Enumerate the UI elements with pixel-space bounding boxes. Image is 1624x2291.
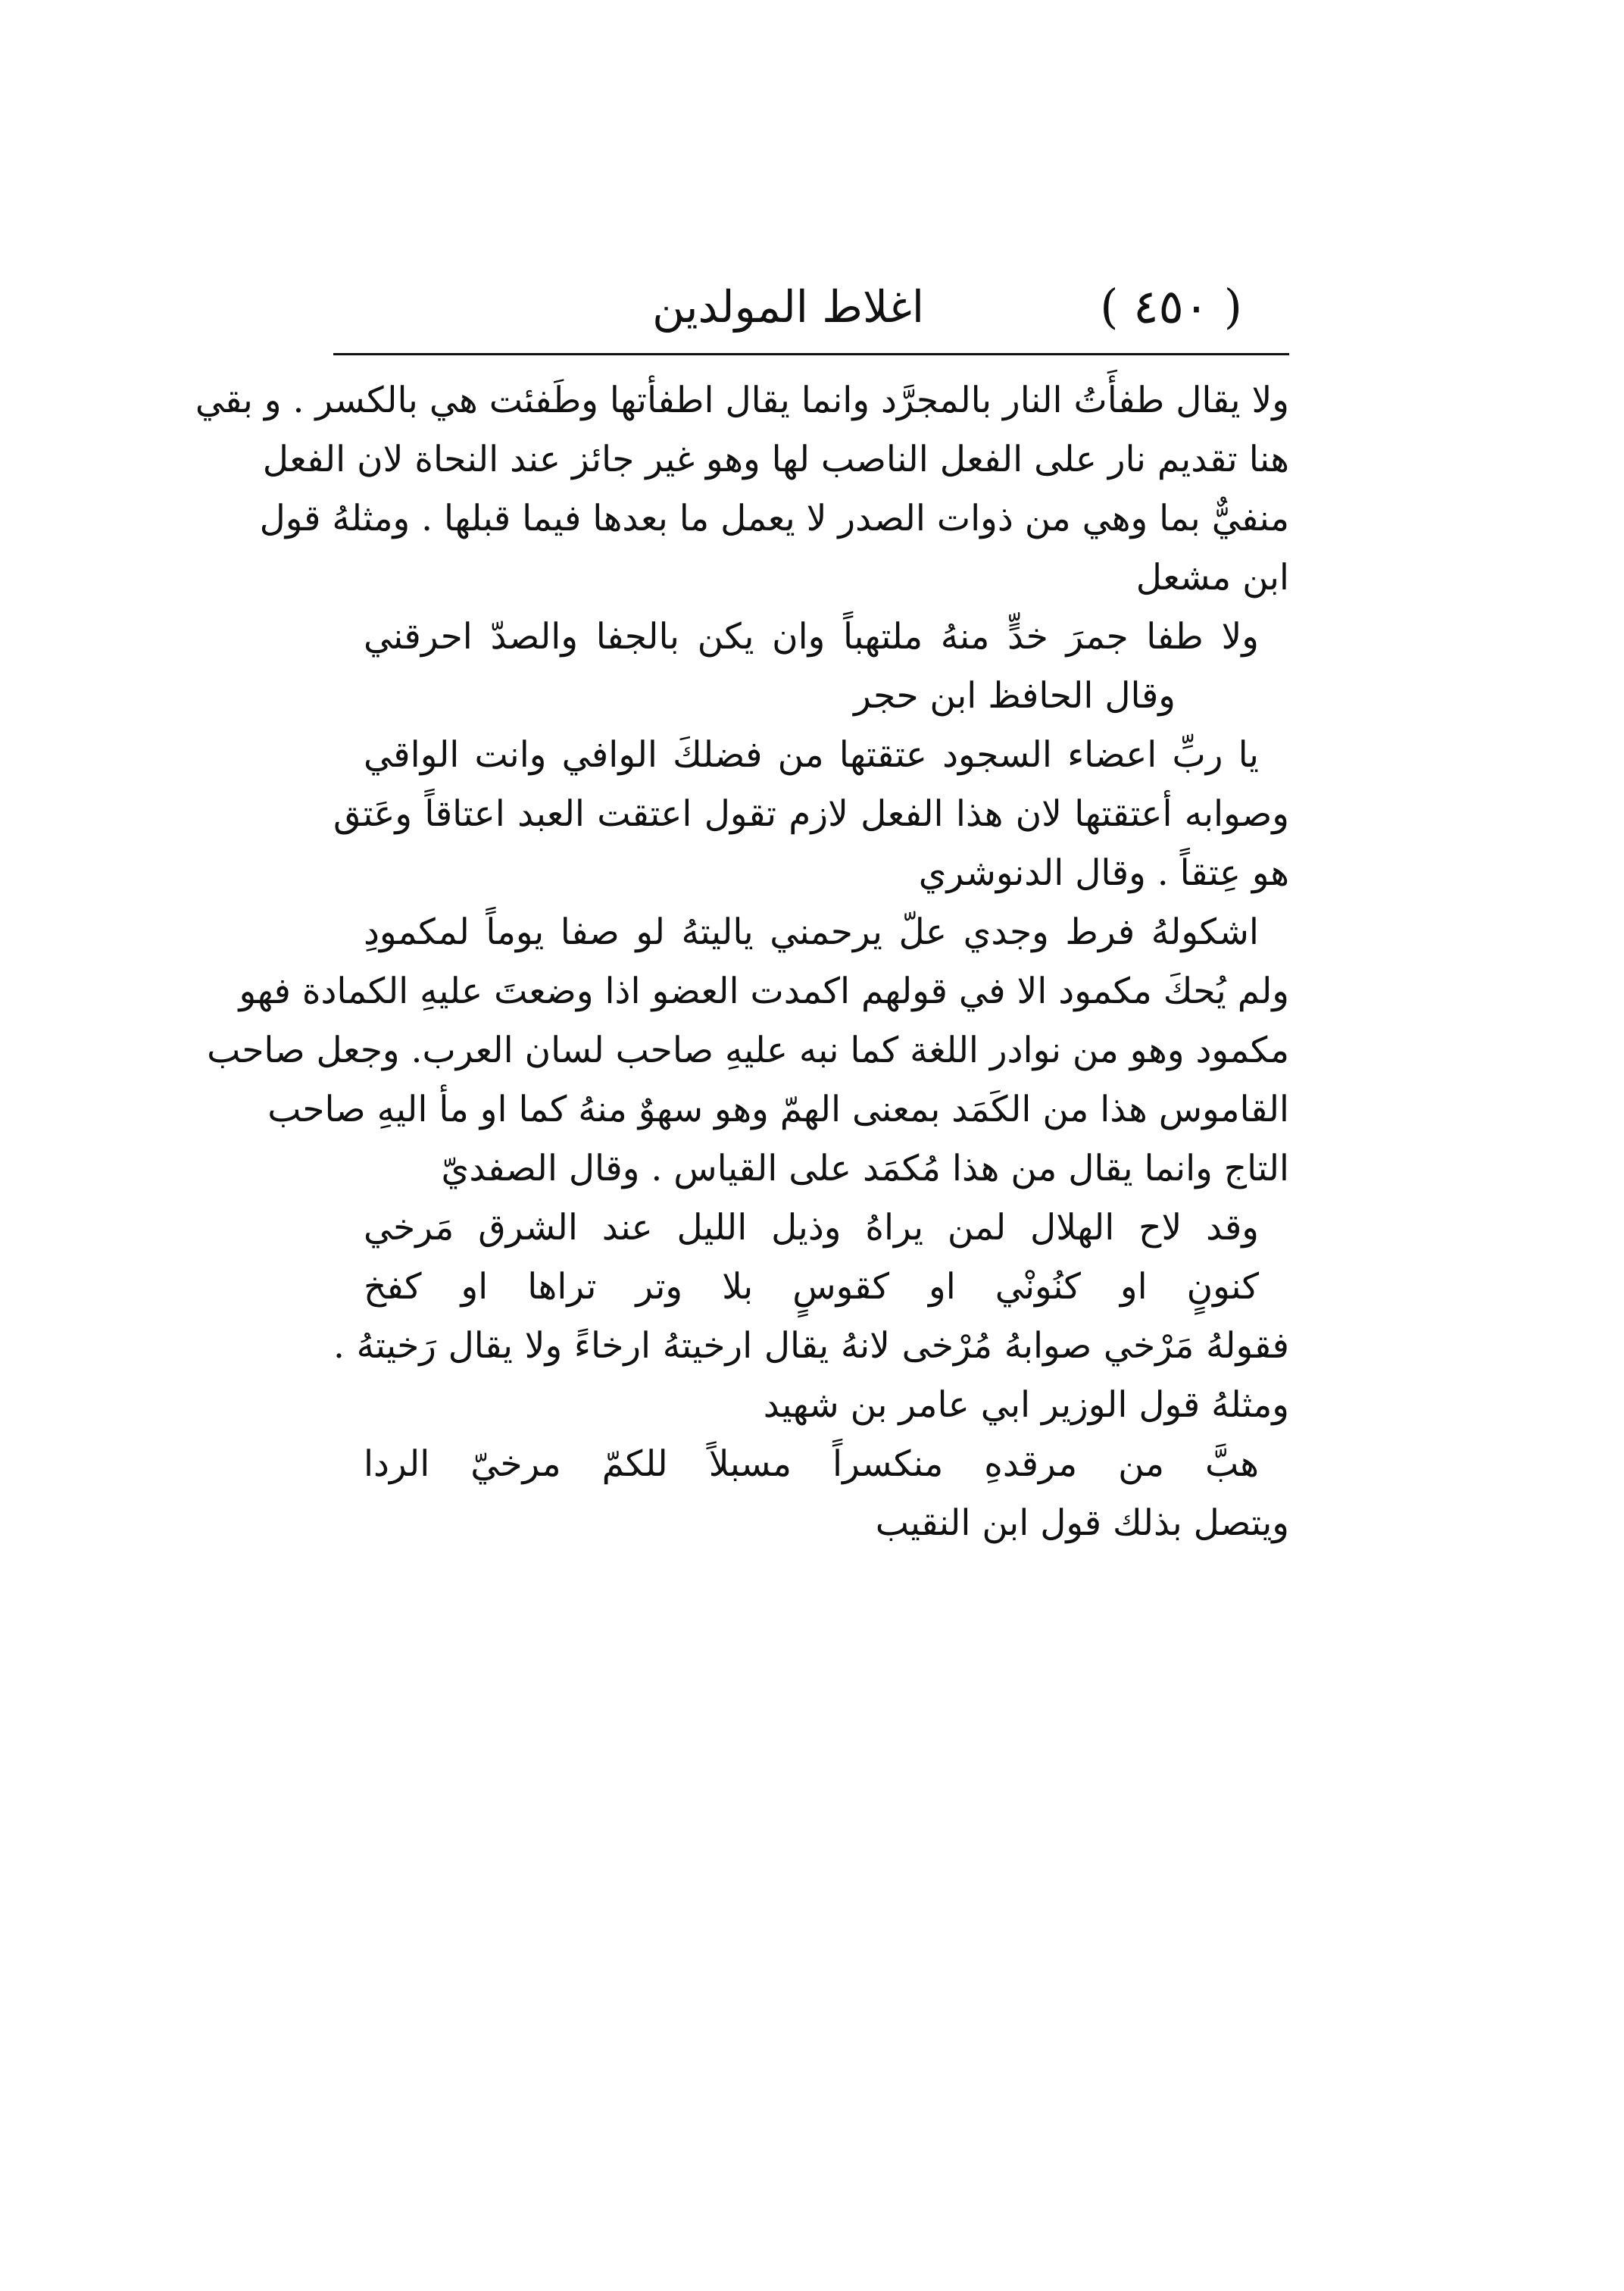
verse-line: هبَّ من مرقدهِ منكسراً مسبلاً للكمّ مرخيّ الردا xyxy=(364,1443,1259,1485)
verse-line: يا ربِّ اعضاء السجود عتقتها من فضلكَ الوافي وانت الواقي xyxy=(364,734,1259,776)
text-line: هو عِتقاً . وقال الدنوشري xyxy=(918,852,1289,894)
body-text xyxy=(195,371,1289,1553)
verse-line: وقد لاح الهلال لمن يراهُ وذيل الليل عند الشرق مَرخي xyxy=(364,1207,1259,1249)
text-line: وصوابه أعتقتها لان هذا الفعل لازم تقول اعتقت العبد اعتاقاً وعَتق xyxy=(333,793,1289,835)
text-line: القاموس هذا من الكَمَد بمعنى الهمّ وهو سهوٌ منهُ كما او مأ اليهِ صاحب xyxy=(267,1089,1289,1130)
header-rule xyxy=(333,353,1289,355)
verse-line: اشكولهُ فرط وجدي علّ يرحمني ياليتهُ لو صفا يوماً لمكمودِ xyxy=(364,911,1259,953)
text-line: ولم يُحكَ مكمود الا في قولهم اكمدت العضو اذا وضعتَ عليهِ الكمادة فهو xyxy=(239,970,1289,1012)
text-line: ابن مشعل xyxy=(1135,557,1289,599)
text-line: ولا يقال طفأَتُ النار بالمجرَّد وانما يقال اطفأتها وطَفئت هي بالكسر . و بقي xyxy=(195,380,1289,421)
running-title: اغلاط المولدين xyxy=(652,281,924,333)
text-line: منفيٌّ بما وهي من ذوات الصدر لا يعمل ما بعدها فيما قبلها . ومثلهُ قول xyxy=(259,498,1289,539)
verse-line: كنونٍ او كنُونْي او كقوسٍ بلا وتر تراها او كفخ xyxy=(364,1266,1259,1308)
text-line: فقولهُ مَرْخي صوابهُ مُرْخى لانهُ يقال ارخيتهُ ارخاءً ولا يقال رَخيتهُ . xyxy=(333,1325,1289,1367)
page-number: ( ٤٥٠ ) xyxy=(1100,279,1242,334)
text-line: ويتصل بذلك قول ابن النقيب xyxy=(875,1502,1289,1544)
text-line: مكمود وهو من نوادر اللغة كما نبه عليهِ صاحب لسان العرب. وجعل صاحب xyxy=(207,1030,1289,1071)
page-header xyxy=(333,273,1288,341)
text-line: وقال الحافظ ابن حجر xyxy=(854,675,1176,717)
verse-line: ولا طفا جمرَ خدٍّ منهُ ملتهباً وان يكن بالجفا والصدّ احرقني xyxy=(364,616,1259,658)
text-line: هنا تقديم نار على الفعل الناصب لها وهو غير جائز عند النحاة لان الفعل xyxy=(262,439,1289,480)
text-line: التاج وانما يقال من هذا مُكمَد على القياس . وقال الصفديّ xyxy=(441,1148,1289,1189)
text-line: ومثلهُ قول الوزير ابي عامر بن شهيد xyxy=(763,1384,1289,1426)
